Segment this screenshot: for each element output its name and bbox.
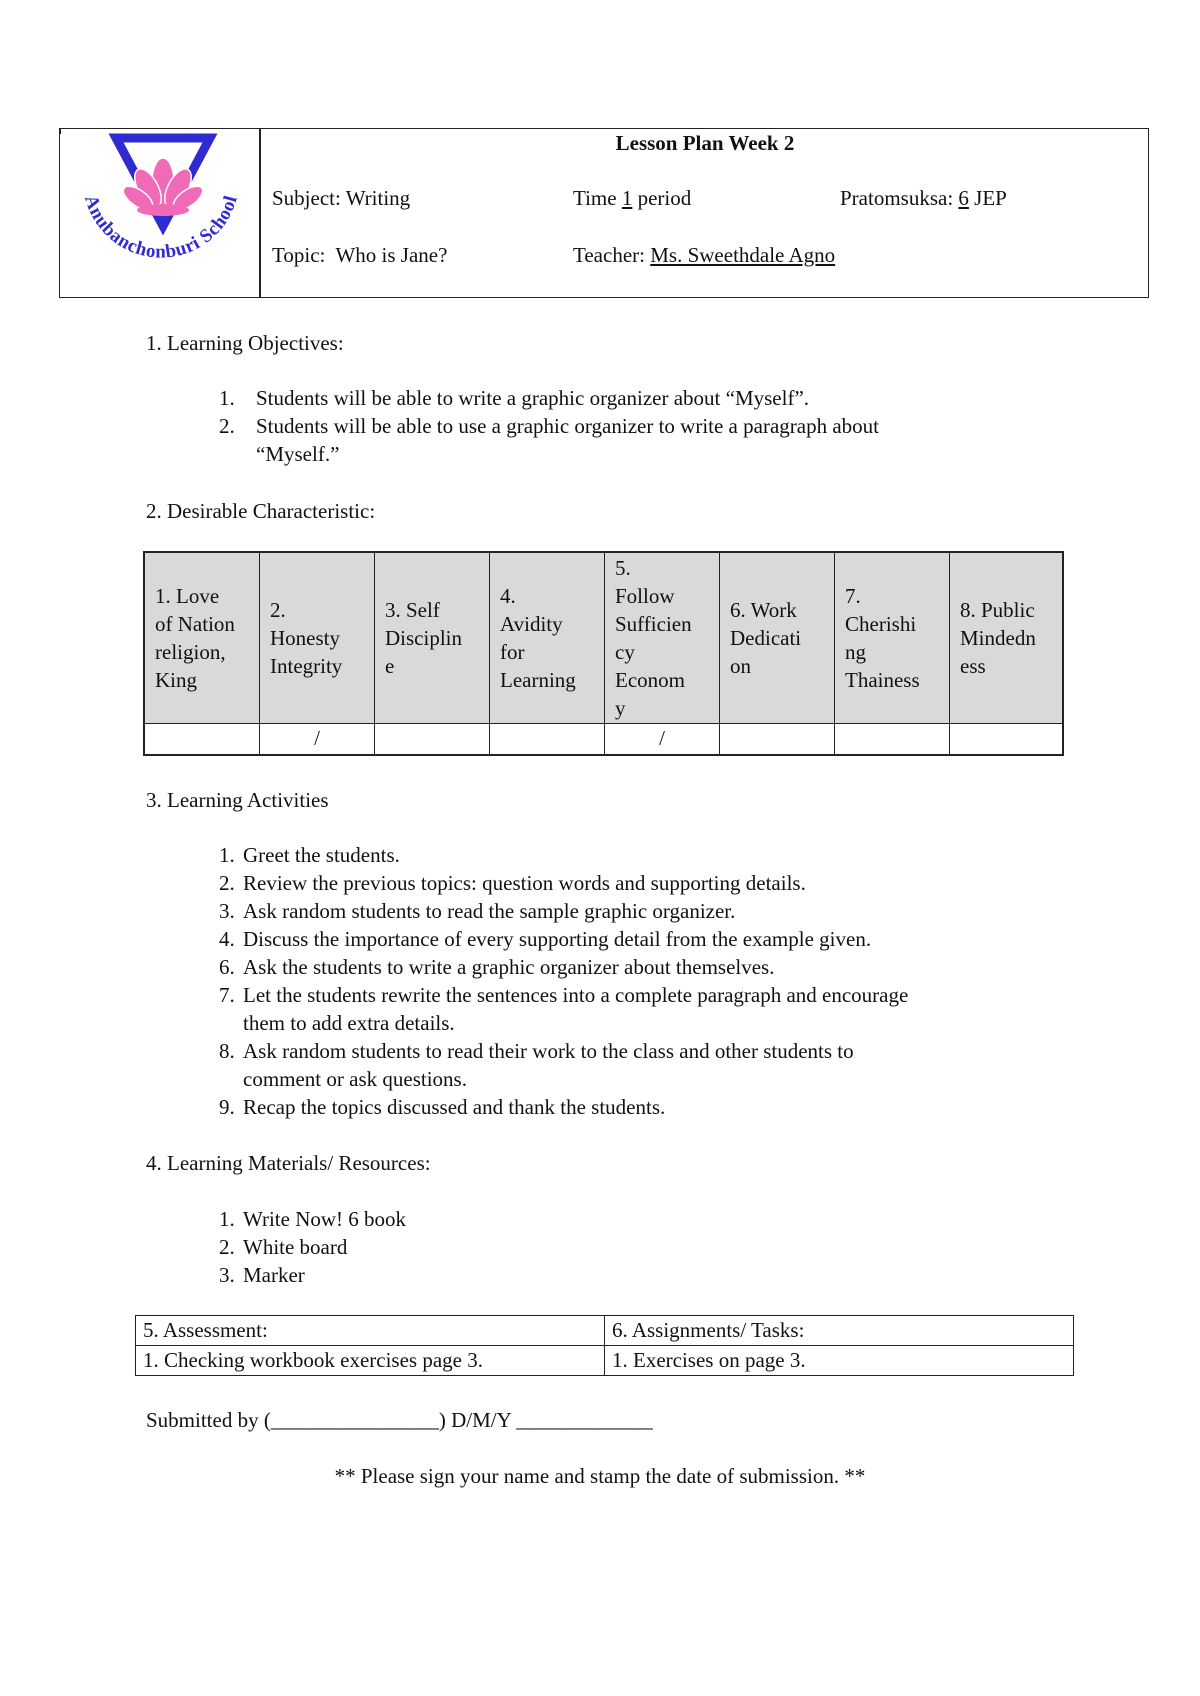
characteristic-cell	[605, 553, 720, 724]
tasks-header: 6. Assignments/ Tasks:	[605, 1316, 1074, 1346]
activity-text: Ask random students to read the sample graphic organizer.	[243, 899, 736, 923]
time-number: 1	[621, 186, 633, 210]
characteristic-cell	[490, 553, 605, 724]
activities-heading: 3. Learning Activities	[146, 788, 329, 812]
date-label: D/M/Y	[445, 1408, 517, 1432]
logo-school-name: Anubanchonburi School	[80, 192, 242, 263]
characteristic-line: on	[730, 654, 751, 678]
time-label: Time	[573, 186, 622, 210]
characteristic-cell	[260, 553, 375, 724]
characteristic-line: Disciplin	[385, 626, 462, 650]
activity-number: 4.	[219, 927, 235, 951]
activity-number: 2.	[219, 871, 235, 895]
activity-text: Ask the students to write a graphic organizer about themselves.	[243, 955, 775, 979]
assessment-value: 1. Checking workbook exercises page 3.	[136, 1346, 605, 1376]
grade-field	[840, 186, 1007, 211]
characteristic-line: cy	[615, 640, 635, 664]
characteristic-line: Avidity	[500, 612, 563, 636]
teacher-label: Teacher:	[573, 243, 651, 267]
objective-number: 2.	[219, 414, 235, 438]
characteristic-mark	[375, 724, 490, 756]
objective-number: 1.	[219, 386, 235, 410]
topic-value: Who is Jane?	[335, 243, 448, 267]
characteristic-line: Cherishi	[845, 612, 917, 636]
material-text: White board	[243, 1235, 348, 1259]
characteristic-line: 1. Love	[155, 584, 220, 608]
lesson-title: Lesson Plan Week 2	[615, 131, 795, 155]
characteristic-line: Econom	[615, 668, 685, 692]
characteristic-line: Follow	[615, 584, 675, 608]
activity-text: Greet the students.	[243, 843, 400, 867]
characteristic-mark	[835, 724, 950, 756]
teacher-name: Ms. Sweethdale Agno	[650, 243, 836, 267]
assessment-table	[135, 1315, 1074, 1376]
characteristics-mark-row	[145, 724, 1064, 756]
objective-text: Students will be able to write a graphic organizer about “Myself”.	[256, 386, 810, 410]
activity-number: 6.	[219, 955, 235, 979]
assessment-header-row	[136, 1316, 1074, 1346]
characteristic-line: 4.	[500, 584, 516, 608]
submitted-by-label: Submitted by	[146, 1408, 264, 1432]
characteristic-mark	[950, 724, 1064, 756]
materials-heading: 4. Learning Materials/ Resources:	[146, 1151, 431, 1175]
material-text: Write Now! 6 book	[243, 1207, 407, 1231]
material-text: Marker	[243, 1263, 305, 1287]
characteristic-line: 7.	[845, 584, 861, 608]
characteristic-mark	[145, 724, 260, 756]
activity-number: 9.	[219, 1095, 235, 1119]
subject-label: Subject:	[272, 186, 346, 210]
characteristic-cell	[375, 553, 490, 724]
characteristic-line: 3. Self	[385, 598, 440, 622]
characteristics-table	[144, 552, 1064, 756]
activity-text: Let the students rewrite the sentences into a complete paragraph and encourage	[243, 983, 909, 1007]
characteristic-line: King	[155, 668, 197, 692]
objective-text: Students will be able to use a graphic organizer to write a paragraph about	[256, 414, 879, 438]
activity-number: 7.	[219, 983, 235, 1007]
characteristic-line: 6. Work	[730, 598, 797, 622]
topic-field	[272, 243, 447, 268]
characteristic-line: religion,	[155, 640, 226, 664]
characteristic-mark: /	[260, 724, 375, 756]
characteristic-line: Sufficien	[615, 612, 692, 636]
characteristic-cell	[835, 553, 950, 724]
characteristic-line: of Nation	[155, 612, 235, 636]
grade-label: Pratomsuksa:	[840, 186, 959, 210]
characteristic-line: Mindedn	[960, 626, 1036, 650]
characteristics-heading: 2. Desirable Characteristic:	[146, 499, 376, 523]
activity-number: 1.	[219, 843, 235, 867]
activity-text-continued: them to add extra details.	[243, 1011, 455, 1035]
teacher-field	[573, 243, 835, 268]
characteristic-line: ess	[960, 654, 986, 678]
grade-number: 6	[958, 186, 969, 210]
characteristic-mark	[490, 724, 605, 756]
characteristic-line: Learning	[500, 668, 576, 692]
activity-text: Discuss the importance of every supporting detail from the example given.	[243, 927, 872, 951]
grade-suffix: JEP	[968, 186, 1007, 210]
submission-note: ** Please sign your name and stamp the date of submission. **	[334, 1464, 866, 1488]
activity-text: Recap the topics discussed and thank the students.	[243, 1095, 666, 1119]
submission-line	[146, 1408, 653, 1433]
characteristic-mark	[720, 724, 835, 756]
topic-label: Topic:	[272, 243, 336, 267]
material-number: 3.	[219, 1263, 235, 1287]
characteristic-cell	[950, 553, 1064, 724]
characteristic-line: 5.	[615, 556, 631, 580]
characteristic-line: 2.	[270, 598, 286, 622]
time-field	[573, 186, 691, 211]
signature-blank: (________________)	[263, 1408, 446, 1432]
characteristic-cell	[145, 553, 260, 724]
corner-tick	[59, 128, 61, 134]
material-number: 1.	[219, 1207, 235, 1231]
characteristic-mark: /	[605, 724, 720, 756]
characteristic-cell	[720, 553, 835, 724]
objective-text-continued: “Myself.”	[256, 442, 340, 466]
time-unit: period	[632, 186, 692, 210]
tasks-value: 1. Exercises on page 3.	[605, 1346, 1074, 1376]
subject-field	[272, 186, 410, 211]
assessment-value-row	[136, 1346, 1074, 1376]
school-logo	[70, 130, 250, 295]
characteristic-line: y	[615, 696, 626, 720]
characteristic-line: Thainess	[845, 668, 920, 692]
characteristic-line: e	[385, 654, 395, 678]
characteristic-line: Dedicati	[730, 626, 802, 650]
subject-value: Writing	[345, 186, 411, 210]
activity-number: 8.	[219, 1039, 235, 1063]
characteristic-line: ng	[845, 640, 866, 664]
activity-number: 3.	[219, 899, 235, 923]
objectives-heading: 1. Learning Objectives:	[146, 331, 344, 355]
assessment-header: 5. Assessment:	[136, 1316, 605, 1346]
characteristic-line: 8. Public	[960, 598, 1035, 622]
material-number: 2.	[219, 1235, 235, 1259]
activity-text: Review the previous topics: question words and supporting details.	[243, 871, 806, 895]
activity-text: Ask random students to read their work to the class and other students to	[243, 1039, 854, 1063]
characteristic-line: Integrity	[270, 654, 343, 678]
header-divider	[259, 128, 261, 298]
characteristics-header-row	[145, 553, 1064, 724]
characteristic-line: Honesty	[270, 626, 340, 650]
activity-text-continued: comment or ask questions.	[243, 1067, 467, 1091]
characteristic-line: for	[500, 640, 525, 664]
date-blank: _____________	[516, 1408, 653, 1432]
